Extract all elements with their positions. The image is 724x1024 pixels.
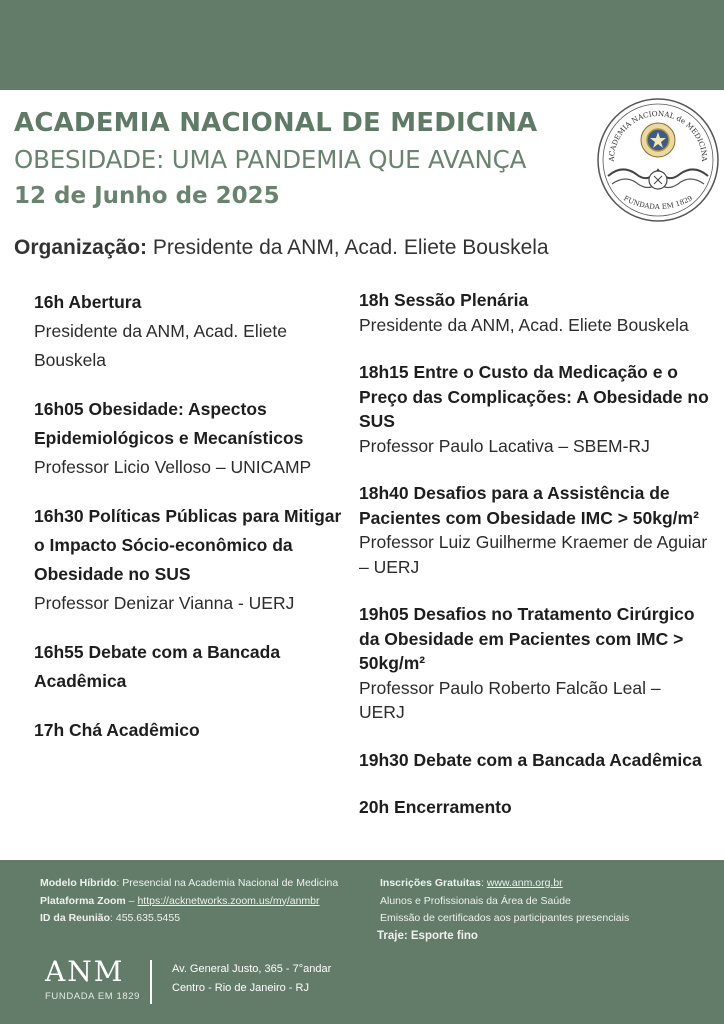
program-item-title: 16h55 Debate com a Bancada Acadêmica	[34, 642, 281, 691]
academy-seal-icon	[596, 98, 720, 226]
program-item	[34, 288, 352, 375]
program-item	[359, 481, 711, 579]
meeting-id-label: ID da Reunião	[40, 912, 111, 924]
footer-divider	[150, 960, 152, 1004]
program-item	[34, 502, 352, 618]
program-item	[359, 795, 711, 820]
zoom-separator: –	[125, 894, 138, 907]
zoom-line	[40, 893, 370, 911]
modelo-line	[40, 875, 370, 893]
program-left-column	[34, 288, 352, 765]
traje-line: Traje: Esporte fino	[377, 929, 478, 942]
footer-event-info	[40, 875, 370, 928]
program-item	[34, 716, 352, 745]
zoom-link[interactable]: https://acknetworks.zoom.us/my/anmbr	[137, 894, 320, 907]
header	[14, 108, 594, 209]
program-item-title: 16h30 Políticas Públicas para Mitigar o Impacto Sócio-econômico da Obesidade no SUS	[34, 506, 342, 584]
modelo-label: Modelo Híbrido	[40, 877, 117, 889]
program-item-speaker: Presidente da ANM, Acad. Eliete Bouskela	[359, 314, 689, 335]
program-item-title: 16h05 Obesidade: Aspectos Epidemiológicos e Mecanísticos	[34, 399, 304, 448]
program-item-title: 19h30 Debate com a Bancada Acadêmica	[359, 749, 702, 770]
program-item	[359, 360, 711, 458]
program-right-column	[359, 288, 711, 843]
program-item-title: 19h05 Desafios no Tratamento Cirúrgico da Obesidade em Pacientes com IMC > 50kg/m²	[359, 604, 695, 673]
program-item-speaker: Professor Paulo Lacativa – SBEM-RJ	[359, 435, 650, 456]
program-item-speaker: Professor Luiz Guilherme Kraemer de Aguiar – UERJ	[359, 532, 708, 577]
seal-bottom-text: FUNDADA EM 1829	[622, 194, 694, 212]
inscricoes-link[interactable]: www.anm.org.br	[486, 877, 563, 889]
certificados-line: Emissão de certificados aos participantes presenciais	[380, 912, 630, 924]
program-item-title: 18h Sessão Plenária	[359, 290, 529, 310]
program-item-speaker: Professor Denizar Vianna - UERJ	[34, 593, 295, 613]
seal-top-text: ACADEMIA NACIONAL de MEDICINA	[606, 108, 710, 162]
program-item-speaker: Professor Paulo Roberto Falcão Leal – UERJ	[359, 677, 661, 722]
modelo-value: : Presencial na Academia Nacional de Medicina	[116, 877, 339, 889]
inscricoes-label: Inscrições Gratuitas	[380, 877, 481, 889]
meeting-id-line	[40, 910, 370, 928]
publico-line: Alunos e Profissionais da Área de Saúde	[380, 894, 571, 907]
anm-logo	[45, 955, 141, 1002]
organization-value: Presidente da ANM, Acad. Eliete Bouskela	[147, 236, 549, 259]
program-item-speaker: Professor Licio Velloso – UNICAMP	[34, 457, 312, 477]
event-subtitle: OBESIDADE: UMA PANDEMIA QUE AVANÇA	[14, 145, 527, 174]
program-item	[34, 638, 352, 696]
program-item-title: 18h15 Entre o Custo da Medicação e o Preço das Complicações: A Obesidade no SUS	[359, 362, 709, 431]
organization-line	[14, 236, 549, 260]
program-item	[359, 748, 711, 773]
footer	[0, 860, 724, 1024]
address	[172, 960, 331, 998]
program-item-title: 16h Abertura	[34, 292, 142, 312]
anm-logo-subtitle: FUNDADA EM 1829	[45, 991, 141, 1002]
program-item-speaker: Presidente da ANM, Acad. Eliete Bouskela	[34, 321, 287, 370]
top-color-band	[0, 0, 724, 90]
inscricoes-separator: :	[480, 877, 487, 889]
event-date: 12 de Junho de 2025	[14, 183, 280, 209]
program-item-title: 18h40 Desafios para a Assistência de Pacientes com Obesidade IMC > 50kg/m²	[359, 483, 699, 528]
address-line-1: Av. General Justo, 365 - 7°andar	[172, 963, 332, 975]
footer-registration-info	[377, 875, 710, 945]
meeting-id-value: : 455.635.5455	[110, 912, 181, 924]
program-item	[359, 288, 711, 337]
anm-logo-text: ANM	[45, 955, 125, 988]
program-item-title: 17h Chá Acadêmico	[34, 720, 200, 740]
inscricoes-line	[380, 875, 710, 893]
address-line-2: Centro - Rio de Janeiro - RJ	[172, 982, 309, 994]
program-item	[34, 395, 352, 482]
organization-label: Organização:	[14, 236, 148, 259]
page-title: ACADEMIA NACIONAL DE MEDICINA	[14, 108, 538, 138]
zoom-label: Plataforma Zoom	[40, 894, 126, 907]
program-item	[359, 602, 711, 725]
program-item-title: 20h Encerramento	[359, 797, 512, 817]
